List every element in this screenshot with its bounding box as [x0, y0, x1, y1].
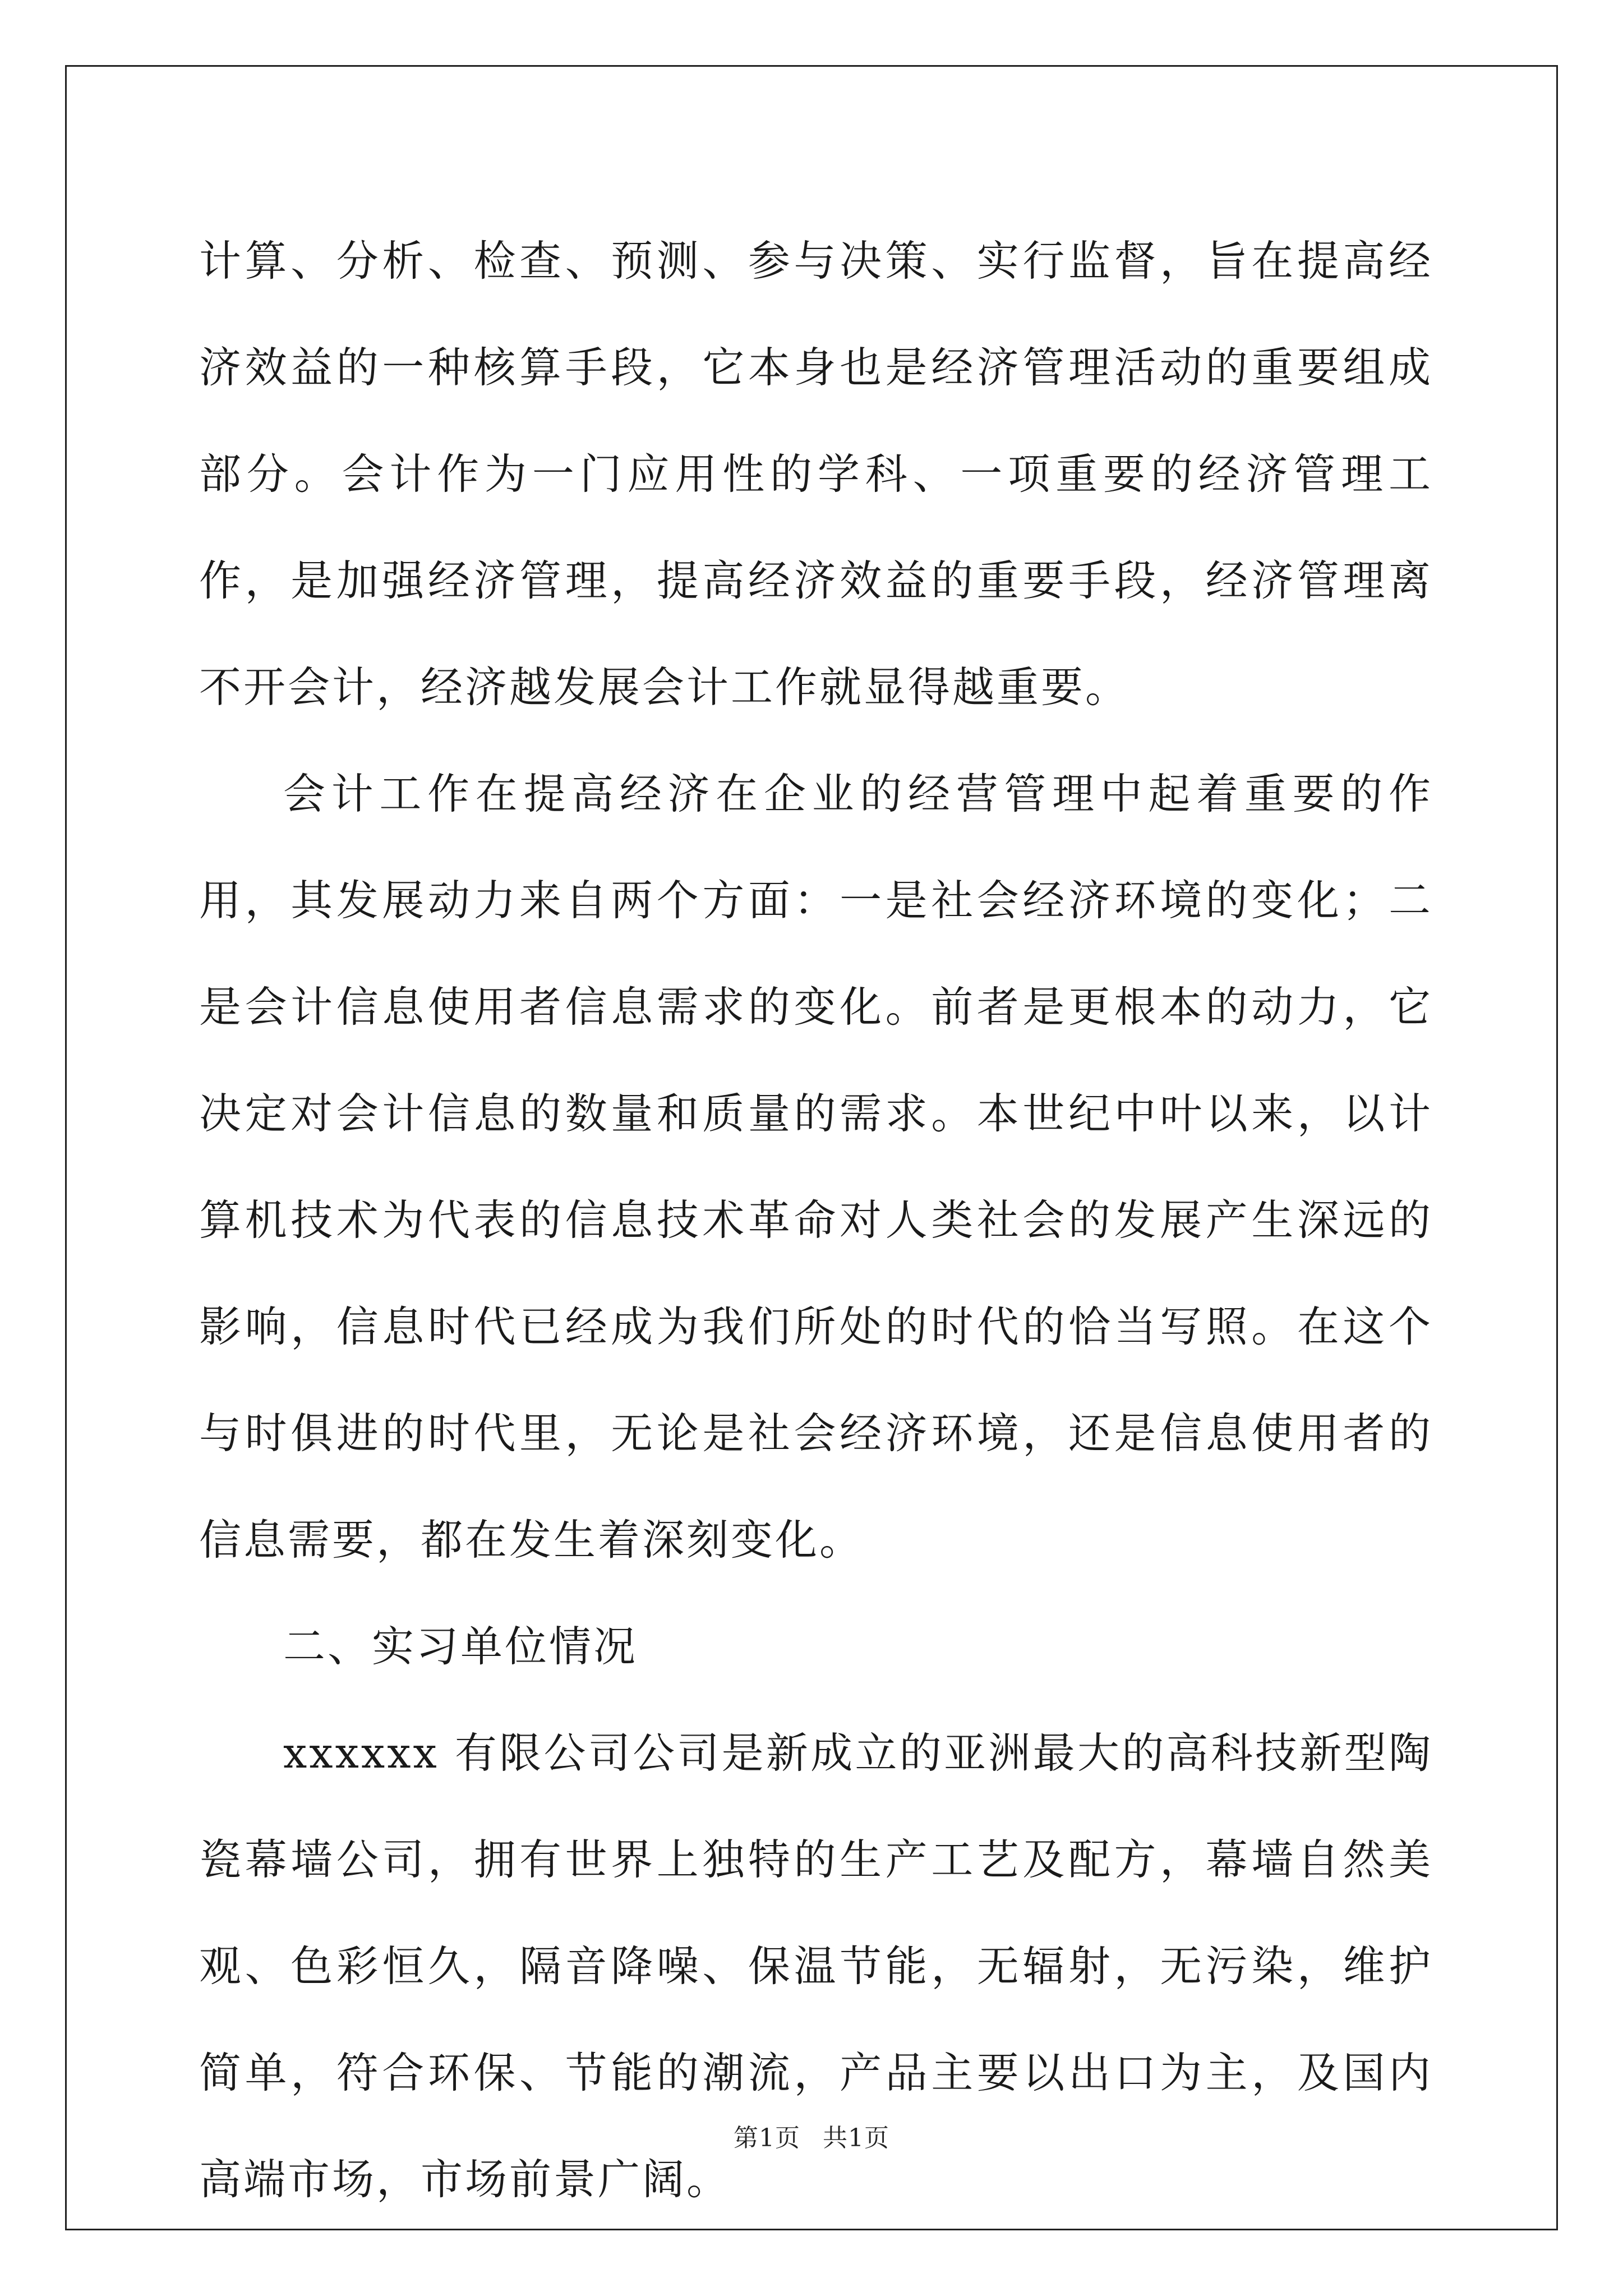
section-heading: 二、实习单位情况	[283, 1622, 638, 1671]
page-number-total: 共1页	[823, 2124, 889, 2152]
paragraph-1: 计算、分析、检查、预测、参与决策、实行监督，旨在提高经济效益的一种核算手段，它本身也是经济管理活动的重要组成部分。会计作为一门应用性的学科、一项重要的经济管理工作，是加强经济管理，提高经济效益的重要手段，经济管理离不开会计，经济越发展会计工作就显得越重要。	[199, 236, 1433, 712]
page-footer	[0, 2118, 1623, 2154]
paragraph-2: 会计工作在提高经济在企业的经营管理中起着重要的作用，其发展动力来自两个方面：一是社会经济环境的变化；二是会计信息使用者信息需求的变化。前者是更根本的动力，它决定对会计信息的数量和质量的需求。本世纪中叶以来，以计算机技术为代表的信息技术革命对人类社会的发展产生深远的影响，信息时代已经成为我们所处的时代的恰当写照。在这个与时俱进的时代里，无论是社会经济环境，还是信息使用者的信息需要，都在发生着深刻变化。	[199, 769, 1433, 1565]
page-number-current: 第1页	[734, 2124, 800, 2152]
document-body	[199, 208, 1433, 2233]
paragraph-3: xxxxxx 有限公司公司是新成立的亚洲最大的高科技新型陶瓷幕墙公司，拥有世界上独特的生产工艺及配方，幕墙自然美观、色彩恒久，隔音降噪、保温节能，无辐射，无污染，维护简单，符合环保、节能的潮流，产品主要以出口为主，及国内高端市场，市场前景广阔。	[199, 1728, 1433, 2204]
